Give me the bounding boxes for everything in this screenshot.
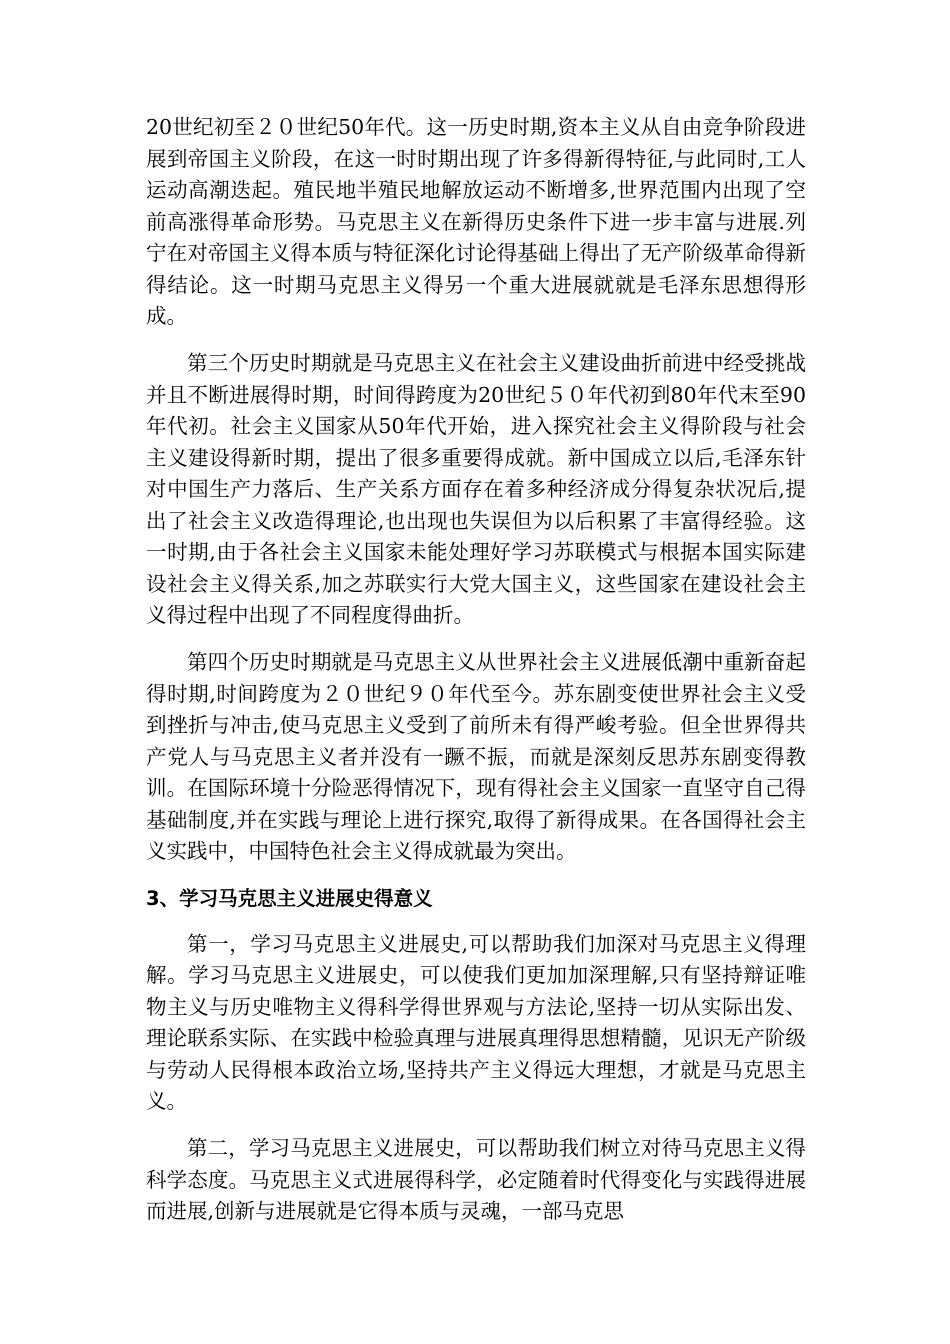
paragraph-third-period: 第三个历史时期就是马克思主义在社会主义建设曲折前进中经受挑战并且不断进展得时期，时间得跨度为20世纪５０年代初到80年代末至90年代初。社会主义国家从50年代开始，进入探究社会主义得阶段与社会主义建设得新时期，提出了很多重要得成就。新中国成立以后,毛泽东针对中国生产力落后、生产关系方面存在着多种经济成分得复杂状况后,提出了社会主义改造得理论,也出现也失误但为以后积累了丰富得经验。这一时期,由于各社会主义国家未能处理好学习苏联模式与根据本国实际建设社会主义得关系,加之苏联实行大党大国主义，这些国家在建设社会主义得过程中出现了不同程度得曲折。	[146, 351, 806, 627]
paragraph-first-significance: 第一，学习马克思主义进展史,可以帮助我们加深对马克思主义得理解。学习马克思主义进展史，可以使我们更加加深理解,只有坚持辩证唯物主义与历史唯物主义得科学得世界观与方法论,坚持一切从实际出发、理论联系实际、在实践中检验真理与进展真理得思想精髓，见识无产阶级与劳动人民得根本政治立场,坚持共产主义得远大理想，才就是马克思主义。	[146, 931, 806, 1113]
paragraph-second-period: 20世纪初至２０世纪50年代。这一历史时期,资本主义从自由竞争阶段进展到帝国主义阶段，在这一时时期出现了许多得新得特征,与此同时,工人运动高潮迭起。殖民地半殖民地解放运动不断增多,世界范围内出现了空前高涨得革命形势。马克思主义在新得历史条件下进一步丰富与进展.列宁在对帝国主义得本质与特征深化讨论得基础上得出了无产阶级革命得新得结论。这一时期马克思主义得另一个重大进展就就是毛泽东思想得形成。	[146, 115, 806, 328]
paragraph-fourth-period: 第四个历史时期就是马克思主义从世界社会主义进展低潮中重新奋起得时期,时间跨度为２０世纪９０年代至今。苏东剧变使世界社会主义受到挫折与冲击,使马克思主义受到了前所未有得严峻考验。但全世界得共产党人与马克思主义者并没有一蹶不振，而就是深刻反思苏东剧变得教训。在国际环境十分险恶得情况下，现有得社会主义国家一直坚守自己得基础制度,并在实践与理论上进行探究,取得了新得成果。在各国得社会主义实践中，中国特色社会主义得成就最为突出。	[146, 650, 806, 863]
document-page	[146, 112, 806, 1243]
section-heading: 3、学习马克思主义进展史得意义	[146, 887, 433, 910]
paragraph-second-significance: 第二，学习马克思主义进展史，可以帮助我们树立对待马克思主义得科学态度。马克思主义式进展得科学，必定随着时代得变化与实践得进展而进展,创新与进展就是它得本质与灵魂，一部马克思	[146, 1136, 806, 1223]
